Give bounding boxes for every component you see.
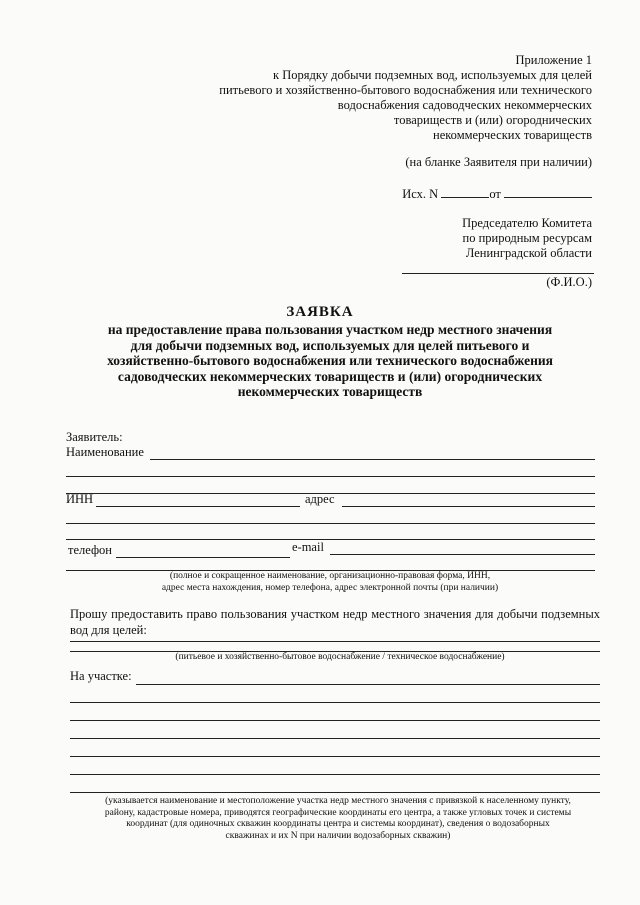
addressee-line: по природным ресурсам xyxy=(462,231,592,245)
site-note xyxy=(68,796,608,842)
appendix-block xyxy=(172,53,592,143)
appendix-title: Приложение 1 xyxy=(515,53,592,67)
name-field[interactable] xyxy=(150,459,595,460)
outgoing-number-field[interactable] xyxy=(441,187,489,198)
address-field-line-2[interactable] xyxy=(66,523,595,524)
site-field-line-5[interactable] xyxy=(70,756,600,757)
phone-field[interactable] xyxy=(116,557,290,558)
site-field[interactable] xyxy=(136,684,600,685)
subtitle-line: на предоставление права пользования участком недр местного значения xyxy=(107,322,553,337)
inn-field[interactable] xyxy=(96,506,300,507)
subtitle-line: хозяйственно-бытового водоснабжения или технического водоснабжения xyxy=(107,353,553,368)
appendix-line: водоснабжения садоводческих некоммерческих xyxy=(337,98,592,112)
site-field-line-7[interactable] xyxy=(70,792,600,793)
inn-label: ИНН xyxy=(66,492,94,506)
purpose-field[interactable] xyxy=(70,641,600,642)
appendix-line: к Порядку добычи подземных вод, используемых для целей xyxy=(273,68,592,82)
applicant-note xyxy=(120,571,540,594)
note-line: скважинах и их N при наличии водозаборных скважин) xyxy=(225,830,451,841)
address-field[interactable] xyxy=(342,506,595,507)
addressee-block xyxy=(462,216,592,261)
subtitle-line: садоводческих некоммерческих товариществ и (или) огороднических xyxy=(117,368,543,384)
fio-label: (Ф.И.О.) xyxy=(546,275,592,289)
applicant-label: Заявитель: xyxy=(66,430,123,444)
fio-field[interactable] xyxy=(402,273,594,274)
document-title: ЗАЯВКА xyxy=(286,304,354,320)
email-field[interactable] xyxy=(330,554,595,555)
addressee-line: Ленинградской области xyxy=(465,246,592,260)
note-line: (указывается наименование и местоположение участка недр местного значения с привязкой к населенному пункту, xyxy=(105,796,571,806)
address-label: адрес xyxy=(305,492,335,506)
addressee-line: Председателю Комитета xyxy=(462,216,592,230)
appendix-line: товариществ и (или) огороднических xyxy=(393,113,592,127)
request-text: Прошу предоставить право пользования участком недр местного значения для добычи подземных вод для целей: xyxy=(70,607,600,637)
purpose-note: (питьевое и хозяйственно-бытовое водоснабжение / техническое водоснабжение) xyxy=(175,652,505,662)
blank-note: (на бланке Заявителя при наличии) xyxy=(405,155,592,169)
outgoing-date-field[interactable] xyxy=(504,187,592,198)
site-label: На участке: xyxy=(70,669,132,683)
appendix-line: некоммерческих товариществ xyxy=(433,128,592,142)
note-line: координат (для одиночных скважин координаты центра и системы координат), сведения о водозаборных xyxy=(126,819,550,829)
phone-label: телефон xyxy=(68,543,112,557)
name-label: Наименование xyxy=(66,445,144,459)
address-field-line-3[interactable] xyxy=(66,539,595,540)
email-label: e-mail xyxy=(292,540,324,554)
date-label: от xyxy=(489,187,501,201)
outgoing-label: Исх. N xyxy=(402,187,439,201)
note-line: (полное и сокращенное наименование, организационно-правовая форма, ИНН, xyxy=(169,571,491,581)
note-line: адрес места нахождения, номер телефона, адрес электронной почты (при наличии) xyxy=(161,582,499,593)
site-field-line-6[interactable] xyxy=(70,774,600,775)
appendix-line: питьевого и хозяйственно-бытового водоснабжения или технического xyxy=(219,83,592,97)
note-line: району, кадастровые номера, приводятся географические координаты его центра, а также угловых точек и системы xyxy=(104,807,572,818)
site-field-line-2[interactable] xyxy=(70,702,600,703)
outgoing-number-row xyxy=(402,187,592,202)
name-field-line-2[interactable] xyxy=(66,476,595,477)
site-field-line-4[interactable] xyxy=(70,738,600,739)
site-field-line-3[interactable] xyxy=(70,720,600,721)
document-subtitle xyxy=(70,322,590,400)
subtitle-line: некоммерческих товариществ xyxy=(237,384,423,399)
subtitle-line: для добычи подземных вод, используемых для целей питьевого и xyxy=(130,337,530,353)
